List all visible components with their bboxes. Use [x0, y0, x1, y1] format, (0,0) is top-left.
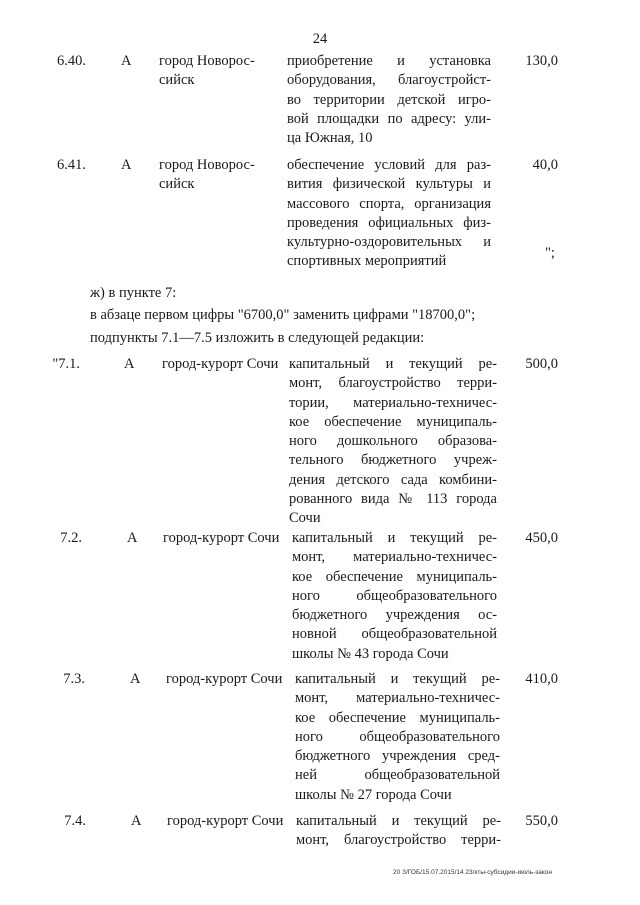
row-amount: 130,0: [525, 53, 558, 69]
row-city: город Новорос- сийск: [159, 53, 255, 89]
row-category: А: [121, 53, 132, 69]
row-city: город-курорт Сочи: [166, 671, 283, 687]
row-description: приобретение и установка оборудования, благоустройст- во территории детской игро- вой площадки по адресу: ули- ца Южная, 10: [287, 53, 491, 147]
row-number: "7.1.: [52, 356, 80, 372]
paragraph-subpoints: подпункты 7.1—7.5 изложить в следующей редакции:: [90, 330, 425, 346]
paragraph-point-7: ж) в пункте 7:: [90, 285, 177, 301]
row-category: А: [124, 356, 135, 372]
row-amount: 500,0: [525, 356, 558, 372]
row-category: А: [121, 157, 132, 173]
row-description: обеспечение условий для раз- вития физической культуры и массового спорта, организация проведения официальных физ- культурно-оздоровительных и спортивных мероприятий: [287, 157, 491, 270]
row-number: 7.4.: [64, 813, 86, 829]
row-category: А: [130, 671, 141, 687]
row-number: 6.40.: [57, 53, 86, 69]
row-city: город-курорт Сочи: [162, 356, 279, 372]
page-number: 24: [312, 31, 328, 47]
row-number: 7.3.: [63, 671, 85, 687]
closing-quote: ";: [545, 245, 555, 261]
row-amount: 40,0: [532, 157, 558, 173]
row-description: капитальный и текущий ре- монт, благоустройство терри-: [296, 813, 501, 849]
row-amount: 450,0: [525, 530, 558, 546]
paragraph-replace-figures: в абзаце первом цифры "6700,0" заменить цифрами "18700,0";: [90, 307, 476, 323]
row-number: 6.41.: [57, 157, 86, 173]
row-city: город Новорос- сийск: [159, 157, 255, 193]
row-category: А: [127, 530, 138, 546]
row-description: капитальный и текущий ре- монт, материально-техничес- кое обеспечение муниципаль- ного общеобразовательного бюджетного учреждения сред- ней общеобразовательной школы № 27 города Сочи: [295, 671, 500, 803]
footer-file-path: 20 З/ГОБ/15.07.2015/14 23/кты-субсидии-июль-закон: [393, 869, 552, 876]
row-city: город-курорт Сочи: [167, 813, 284, 829]
row-description: капитальный и текущий ре- монт, материально-техничес- кое обеспечение муниципаль- ного общеобразовательного бюджетного учреждения ос- новной общеобразовательной школы № 43 города Сочи: [292, 530, 497, 662]
row-description: капитальный и текущий ре- монт, благоустройство терри- тории, материально-техничес- кое обеспечение муниципаль- ного дошкольного образова- тельного бюджетного учреж- дения детского сада комбини- рованного вида № 113 города Сочи: [289, 356, 497, 527]
row-category: А: [131, 813, 142, 829]
row-city: город-курорт Сочи: [163, 530, 280, 546]
row-amount: 410,0: [525, 671, 558, 687]
row-number: 7.2.: [60, 530, 82, 546]
row-amount: 550,0: [525, 813, 558, 829]
